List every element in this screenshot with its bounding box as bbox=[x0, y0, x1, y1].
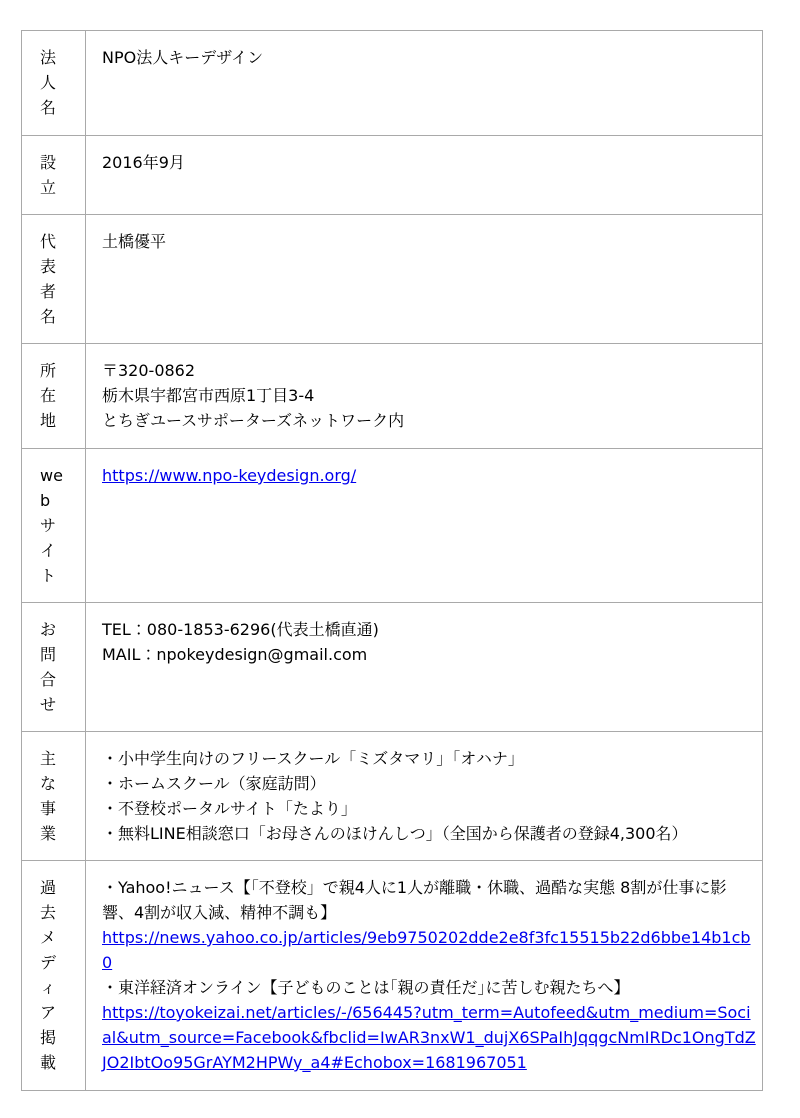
row-value-main-business bbox=[86, 732, 763, 861]
representative-name-text: 土橋優平 bbox=[102, 232, 167, 251]
business-item-portal: ・不登校ポータルサイト「たより」 bbox=[102, 799, 357, 818]
row-label-established: 設立 bbox=[22, 136, 86, 215]
row-label-contact: お問合せ bbox=[22, 603, 86, 732]
row-label-website: webサイト bbox=[22, 449, 86, 603]
table-row-media-coverage bbox=[22, 861, 763, 1091]
row-value-contact bbox=[86, 603, 763, 732]
row-label-media-coverage: 過去メディア掲載 bbox=[22, 861, 86, 1091]
table-row-website bbox=[22, 449, 763, 603]
yahoo-news-link[interactable]: https://news.yahoo.co.jp/articles/9eb9750202dde2e8f3fc15515b22d6bbe14b1cb0 bbox=[102, 928, 751, 972]
website-link[interactable]: https://www.npo-keydesign.org/ bbox=[102, 466, 357, 485]
business-item-freeschool: ・小中学生向けのフリースクール「ミズタマリ」「オハナ」 bbox=[102, 749, 524, 768]
table-row-representative bbox=[22, 215, 763, 344]
street-address-text: 栃木県宇都宮市西原1丁目3-4 bbox=[102, 386, 315, 405]
corporate-name-text: NPO法人キーデザイン bbox=[102, 48, 264, 67]
contact-tel-text: TEL：080-1853-6296(代表土橋直通) bbox=[102, 620, 379, 639]
established-date-text: 2016年9月 bbox=[102, 153, 185, 172]
contact-mail-text: MAIL：npokeydesign@gmail.com bbox=[102, 645, 368, 664]
row-value-website bbox=[86, 449, 763, 603]
table-row-corporate-name bbox=[22, 31, 763, 136]
row-value-corporate-name bbox=[86, 31, 763, 136]
business-item-line-support: ・無料LINE相談窓口「お母さんのほけんしつ」（全国から保護者の登録4,300名） bbox=[102, 824, 688, 843]
table-row-established bbox=[22, 136, 763, 215]
row-value-address bbox=[86, 344, 763, 449]
row-value-media-coverage bbox=[86, 861, 763, 1091]
npo-info-table bbox=[21, 30, 763, 1091]
media-yahoo-title-text: ・Yahoo!ニュース【「不登校」で親4人に1人が離職・休職、過酷な実態 8割が仕事に影響、4割が収入減、精神不調も】 bbox=[102, 878, 727, 922]
business-item-homeschool: ・ホームスクール（家庭訪問） bbox=[102, 774, 326, 793]
row-label-main-business: 主な事業 bbox=[22, 732, 86, 861]
table-row-address bbox=[22, 344, 763, 449]
table-row-main-business bbox=[22, 732, 763, 861]
toyokeizai-link[interactable]: https://toyokeizai.net/articles/-/656445?utm_term=Autofeed&utm_medium=Social&utm_source=Facebook&fbclid=IwAR3nxW1_dujX6SPaIhJqqgcNmIRDc1OngTdZJO2IbtOo95GrAYM2HPWy_a4#Echobox=1681967051 bbox=[102, 1003, 756, 1072]
row-label-address: 所在地 bbox=[22, 344, 86, 449]
row-label-corporate-name: 法人名 bbox=[22, 31, 86, 136]
media-toyokeizai-title-text: ・東洋経済オンライン【子どものことは｢親の責任だ｣に苦しむ親たちへ】 bbox=[102, 978, 630, 997]
row-value-representative bbox=[86, 215, 763, 344]
building-text: とちぎユースサポーターズネットワーク内 bbox=[102, 411, 405, 430]
postal-code-text: 〒320-0862 bbox=[102, 361, 196, 380]
table-row-contact bbox=[22, 603, 763, 732]
row-value-established bbox=[86, 136, 763, 215]
row-label-representative: 代表者名 bbox=[22, 215, 86, 344]
